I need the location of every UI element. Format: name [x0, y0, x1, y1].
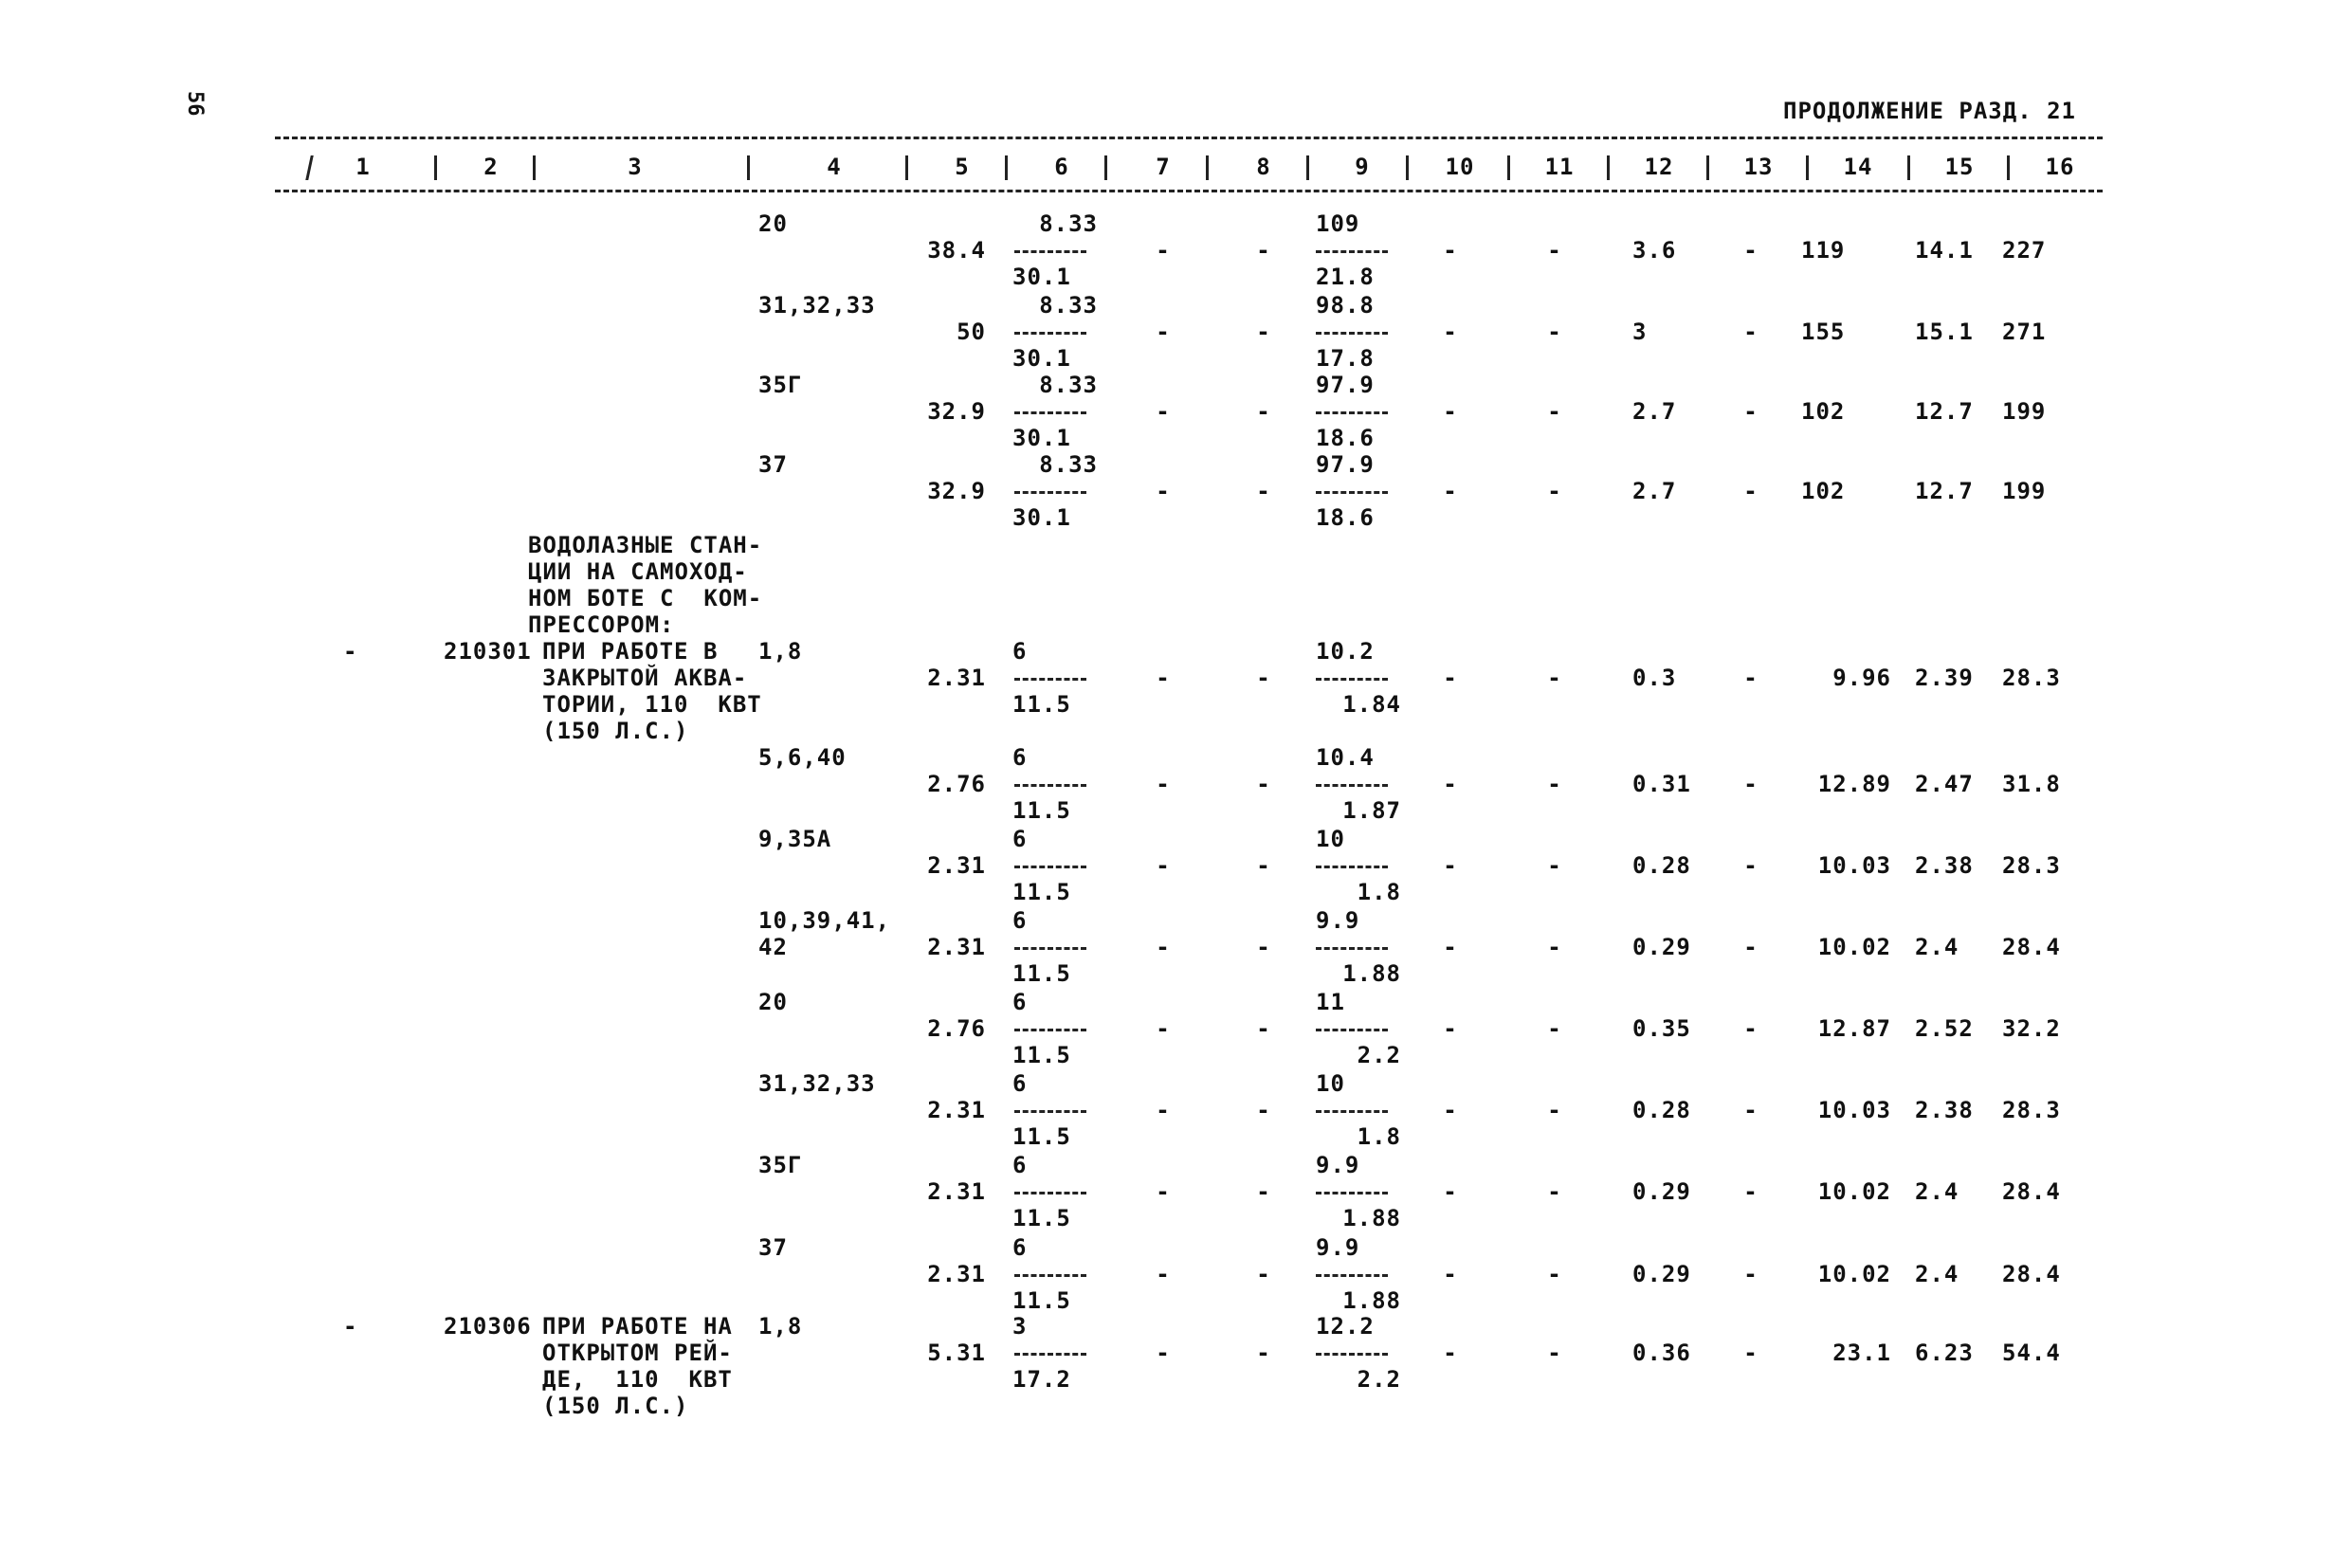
cell-col9-numerator: 10	[1316, 826, 1345, 852]
cell-col15: 2.4	[1915, 1178, 1959, 1205]
cell-col6-numerator: 6	[1012, 638, 1028, 665]
cell-col6-numerator: 6	[1012, 907, 1028, 934]
cell-col9-numerator: 10	[1316, 1070, 1345, 1097]
cell-col6-denominator: 11.5	[1012, 1123, 1071, 1150]
cell-col11: -	[1547, 1261, 1562, 1287]
cell-col9-numerator: 11	[1316, 989, 1345, 1015]
cell-col6-numerator: 6	[1012, 1234, 1028, 1261]
column-divider	[1706, 155, 1709, 180]
cell-col4: 20	[758, 210, 788, 237]
cell-col16: 199	[2002, 398, 2047, 425]
cell-col16: 28.3	[2002, 1097, 2061, 1123]
cell-col10: -	[1443, 398, 1458, 425]
cell-col15: 2.4	[1915, 1261, 1959, 1287]
fraction-line	[1014, 250, 1086, 253]
cell-col8: -	[1256, 1340, 1271, 1366]
cell-col7: -	[1156, 1261, 1171, 1287]
column-header-16: 16	[2045, 154, 2075, 180]
column-divider	[1206, 155, 1209, 180]
column-header-11: 11	[1544, 154, 1575, 180]
cell-col8: -	[1256, 771, 1271, 797]
cell-col5: 32.9	[927, 398, 986, 425]
cell-col15: 14.1	[1915, 237, 1974, 264]
column-divider	[1507, 155, 1510, 180]
cell-col13: -	[1743, 237, 1759, 264]
cell-col10: -	[1443, 1340, 1458, 1366]
cell-col9-numerator: 9.9	[1316, 907, 1360, 934]
fraction-line	[1014, 784, 1086, 787]
cell-col8: -	[1256, 237, 1271, 264]
cell-col12: 0.3	[1632, 665, 1677, 691]
cell-col6-numerator: 3	[1012, 1313, 1028, 1340]
cell-col6-numerator: 6	[1012, 989, 1028, 1015]
fraction-line	[1316, 491, 1388, 494]
cell-col4: 37	[758, 1234, 788, 1261]
cell-col4: 31,32,33	[758, 1070, 876, 1097]
fraction-line	[1316, 784, 1388, 787]
fraction-line	[1014, 947, 1086, 950]
cell-col6-denominator: 11.5	[1012, 879, 1071, 905]
cell-col12: 0.28	[1632, 1097, 1691, 1123]
cell-col11: -	[1547, 665, 1562, 691]
fraction-line	[1014, 1274, 1086, 1277]
fraction-line	[1316, 947, 1388, 950]
cell-col14: 9.96	[1832, 665, 1891, 691]
column-header-14: 14	[1843, 154, 1873, 180]
cell-col12: 2.7	[1632, 478, 1677, 504]
section-heading-line: ПРЕССОРОМ:	[528, 611, 675, 638]
cell-col12: 0.35	[1632, 1015, 1691, 1042]
cell-col4: 5,6,40	[758, 744, 847, 771]
cell-col13: -	[1743, 1097, 1759, 1123]
cell-col13: -	[1743, 852, 1759, 879]
cell-col9-denominator: 1.8	[1357, 1123, 1401, 1150]
cell-col5: 2.31	[927, 665, 986, 691]
cell-col7: -	[1156, 771, 1171, 797]
cell-col12: 0.29	[1632, 1261, 1691, 1287]
cell-col9-numerator: 10.4	[1316, 744, 1375, 771]
cell-col5: 50	[957, 319, 986, 345]
cell-col4: 10,39,41,	[758, 907, 891, 934]
fraction-line	[1014, 411, 1086, 414]
cell-col14: 23.1	[1832, 1340, 1891, 1366]
cell-col15: 2.52	[1915, 1015, 1974, 1042]
cell-col14: 119	[1801, 237, 1846, 264]
cell-col8: -	[1256, 852, 1271, 879]
cell-col6-numerator: 6	[1012, 1070, 1028, 1097]
cell-col7: -	[1156, 1015, 1171, 1042]
cell-col9-denominator: 1.8	[1357, 879, 1401, 905]
fraction-line	[1316, 250, 1388, 253]
cell-col10: -	[1443, 934, 1458, 960]
column-divider	[2007, 155, 2010, 180]
cell-col6-numerator: 8.33	[1039, 451, 1098, 478]
column-header-3: 3	[628, 154, 643, 180]
cell-col7: -	[1156, 852, 1171, 879]
cell-col8: -	[1256, 1097, 1271, 1123]
cell-col10: -	[1443, 852, 1458, 879]
cell-col7: -	[1156, 1178, 1171, 1205]
cell-col16: 28.4	[2002, 1261, 2061, 1287]
fraction-line	[1014, 491, 1086, 494]
cell-col12: 0.36	[1632, 1340, 1691, 1366]
column-header-15: 15	[1944, 154, 1975, 180]
column-divider	[1104, 155, 1107, 180]
cell-col6-numerator: 6	[1012, 826, 1028, 852]
fraction-line	[1316, 678, 1388, 681]
cell-col11: -	[1547, 319, 1562, 345]
cell-col15: 2.4	[1915, 934, 1959, 960]
cell-col5: 2.76	[927, 1015, 986, 1042]
cell-col14: 155	[1801, 319, 1846, 345]
cell-col8: -	[1256, 934, 1271, 960]
cell-col9-denominator: 1.84	[1342, 691, 1401, 718]
cell-col10: -	[1443, 1261, 1458, 1287]
cell-col4: 42	[758, 934, 788, 960]
cell-col14: 12.89	[1817, 771, 1891, 797]
cell-col12: 0.28	[1632, 852, 1691, 879]
cell-col16: 28.3	[2002, 665, 2061, 691]
cell-col6-denominator: 11.5	[1012, 797, 1071, 824]
cell-col6-numerator: 8.33	[1039, 372, 1098, 398]
cell-col6-denominator: 30.1	[1012, 345, 1071, 372]
cell-col4: 31,32,33	[758, 292, 876, 319]
cell-col9-denominator: 2.2	[1357, 1366, 1401, 1393]
column-header-1: 1	[355, 154, 371, 180]
cell-col4: 9,35А	[758, 826, 832, 852]
cell-col5: 32.9	[927, 478, 986, 504]
column-divider	[533, 155, 536, 180]
cell-col16: 271	[2002, 319, 2047, 345]
cell-col4: 35Г	[758, 372, 803, 398]
cell-col11: -	[1547, 478, 1562, 504]
cell-col6-numerator: 6	[1012, 1152, 1028, 1178]
cell-col10: -	[1443, 1015, 1458, 1042]
cell-col7: -	[1156, 1340, 1171, 1366]
cell-col6-denominator: 17.2	[1012, 1366, 1071, 1393]
cell-col5: 38.4	[927, 237, 986, 264]
cell-col10: -	[1443, 771, 1458, 797]
cell-col16: 199	[2002, 478, 2047, 504]
cell-col6-denominator: 30.1	[1012, 425, 1071, 451]
cell-col9-numerator: 97.9	[1316, 372, 1375, 398]
item-desc-line: ТОРИИ, 110 КВТ	[542, 691, 762, 718]
fraction-line	[1316, 866, 1388, 868]
cell-col9-numerator: 97.9	[1316, 451, 1375, 478]
cell-col11: -	[1547, 1178, 1562, 1205]
cell-col9-denominator: 1.88	[1342, 1205, 1401, 1231]
column-divider	[1806, 155, 1809, 180]
cell-col11: -	[1547, 852, 1562, 879]
cell-col12: 3.6	[1632, 237, 1677, 264]
cell-col12: 2.7	[1632, 398, 1677, 425]
cell-col14: 10.02	[1817, 1261, 1891, 1287]
cell-col9-denominator: 2.2	[1357, 1042, 1401, 1068]
cell-col15: 12.7	[1915, 398, 1974, 425]
cell-col4: 1,8	[758, 638, 803, 665]
cell-col9-numerator: 10.2	[1316, 638, 1375, 665]
cell-col15: 15.1	[1915, 319, 1974, 345]
cell-col4: 35Г	[758, 1152, 803, 1178]
cell-col7: -	[1156, 237, 1171, 264]
column-divider	[1005, 155, 1008, 180]
item-desc-line: ДЕ, 110 КВТ	[542, 1366, 733, 1393]
cell-col16: 54.4	[2002, 1340, 2061, 1366]
cell-col11: -	[1547, 398, 1562, 425]
column-divider	[305, 155, 314, 180]
cell-col16: 28.4	[2002, 934, 2061, 960]
cell-col12: 0.31	[1632, 771, 1691, 797]
cell-col15: 12.7	[1915, 478, 1974, 504]
cell-col4: 1,8	[758, 1313, 803, 1340]
item-desc-line: ЗАКРЫТОЙ АКВА-	[542, 665, 748, 691]
cell-col13: -	[1743, 1261, 1759, 1287]
item-code: 210306	[444, 1313, 532, 1340]
fraction-line	[1316, 411, 1388, 414]
cell-col9-denominator: 1.88	[1342, 960, 1401, 987]
cell-col10: -	[1443, 237, 1458, 264]
cell-col7: -	[1156, 478, 1171, 504]
cell-col13: -	[1743, 665, 1759, 691]
cell-col6-numerator: 8.33	[1039, 210, 1098, 237]
header-rule-top	[275, 137, 2103, 139]
cell-col13: -	[1743, 398, 1759, 425]
cell-col5: 2.31	[927, 1261, 986, 1287]
item-dash: -	[343, 1313, 358, 1340]
cell-col13: -	[1743, 1178, 1759, 1205]
column-divider	[905, 155, 908, 180]
column-header-8: 8	[1256, 154, 1271, 180]
cell-col16: 31.8	[2002, 771, 2061, 797]
cell-col14: 102	[1801, 478, 1846, 504]
cell-col7: -	[1156, 665, 1171, 691]
cell-col10: -	[1443, 665, 1458, 691]
cell-col15: 2.38	[1915, 852, 1974, 879]
cell-col16: 28.4	[2002, 1178, 2061, 1205]
cell-col14: 10.02	[1817, 934, 1891, 960]
column-header-9: 9	[1355, 154, 1370, 180]
fraction-line	[1014, 1110, 1086, 1113]
cell-col8: -	[1256, 1015, 1271, 1042]
item-code: 210301	[444, 638, 532, 665]
fraction-line	[1014, 678, 1086, 681]
item-desc-line: (150 Л.С.)	[542, 718, 689, 744]
cell-col7: -	[1156, 319, 1171, 345]
cell-col14: 12.87	[1817, 1015, 1891, 1042]
cell-col6-denominator: 11.5	[1012, 691, 1071, 718]
column-divider	[1607, 155, 1610, 180]
column-header-12: 12	[1644, 154, 1674, 180]
cell-col12: 3	[1632, 319, 1648, 345]
column-divider	[1306, 155, 1309, 180]
cell-col10: -	[1443, 319, 1458, 345]
cell-col8: -	[1256, 319, 1271, 345]
cell-col14: 102	[1801, 398, 1846, 425]
cell-col6-denominator: 11.5	[1012, 1287, 1071, 1314]
column-header-2: 2	[483, 154, 499, 180]
cell-col6-denominator: 30.1	[1012, 264, 1071, 290]
cell-col5: 5.31	[927, 1340, 986, 1366]
cell-col13: -	[1743, 319, 1759, 345]
cell-col6-denominator: 30.1	[1012, 504, 1071, 531]
column-header-7: 7	[1156, 154, 1171, 180]
cell-col11: -	[1547, 237, 1562, 264]
fraction-line	[1014, 1029, 1086, 1031]
fraction-line	[1014, 1192, 1086, 1194]
column-header-10: 10	[1445, 154, 1475, 180]
column-header-5: 5	[955, 154, 970, 180]
cell-col14: 10.02	[1817, 1178, 1891, 1205]
column-header-6: 6	[1054, 154, 1069, 180]
cell-col6-numerator: 8.33	[1039, 292, 1098, 319]
cell-col5: 2.31	[927, 1178, 986, 1205]
cell-col13: -	[1743, 771, 1759, 797]
cell-col7: -	[1156, 1097, 1171, 1123]
fraction-line	[1316, 1353, 1388, 1356]
cell-col5: 2.31	[927, 1097, 986, 1123]
cell-col9-numerator: 9.9	[1316, 1152, 1360, 1178]
section-heading-line: ЦИИ НА САМОХОД-	[528, 558, 748, 585]
item-desc-line: ПРИ РАБОТЕ В	[542, 638, 719, 665]
column-divider	[1907, 155, 1910, 180]
cell-col9-denominator: 1.87	[1342, 797, 1401, 824]
cell-col9-denominator: 1.88	[1342, 1287, 1401, 1314]
cell-col12: 0.29	[1632, 1178, 1691, 1205]
cell-col6-denominator: 11.5	[1012, 960, 1071, 987]
cell-col15: 6.23	[1915, 1340, 1974, 1366]
cell-col8: -	[1256, 398, 1271, 425]
cell-col9-denominator: 21.8	[1316, 264, 1375, 290]
cell-col4: 37	[758, 451, 788, 478]
column-divider	[1406, 155, 1409, 180]
item-dash: -	[343, 638, 358, 665]
fraction-line	[1014, 1353, 1086, 1356]
cell-col11: -	[1547, 1340, 1562, 1366]
cell-col10: -	[1443, 1178, 1458, 1205]
cell-col9-numerator: 109	[1316, 210, 1360, 237]
cell-col15: 2.39	[1915, 665, 1974, 691]
fraction-line	[1316, 1192, 1388, 1194]
item-desc-line: ПРИ РАБОТЕ НА	[542, 1313, 733, 1340]
item-desc-line: (150 Л.С.)	[542, 1393, 689, 1419]
cell-col6-numerator: 6	[1012, 744, 1028, 771]
header-title: ПРОДОЛЖЕНИЕ РАЗД. 21	[1783, 98, 2076, 124]
cell-col9-numerator: 98.8	[1316, 292, 1375, 319]
column-divider	[747, 155, 750, 180]
column-header-4: 4	[827, 154, 842, 180]
fraction-line	[1316, 1274, 1388, 1277]
cell-col8: -	[1256, 665, 1271, 691]
cell-col14: 10.03	[1817, 1097, 1891, 1123]
cell-col9-denominator: 18.6	[1316, 504, 1375, 531]
cell-col12: 0.29	[1632, 934, 1691, 960]
cell-col6-denominator: 11.5	[1012, 1042, 1071, 1068]
cell-col4: 20	[758, 989, 788, 1015]
cell-col16: 227	[2002, 237, 2047, 264]
cell-col8: -	[1256, 1261, 1271, 1287]
cell-col9-numerator: 12.2	[1316, 1313, 1375, 1340]
cell-col10: -	[1443, 1097, 1458, 1123]
cell-col8: -	[1256, 478, 1271, 504]
cell-col7: -	[1156, 398, 1171, 425]
cell-col15: 2.38	[1915, 1097, 1974, 1123]
fraction-line	[1316, 1029, 1388, 1031]
cell-col8: -	[1256, 1178, 1271, 1205]
cell-col13: -	[1743, 1015, 1759, 1042]
cell-col9-numerator: 9.9	[1316, 1234, 1360, 1261]
cell-col9-denominator: 18.6	[1316, 425, 1375, 451]
cell-col16: 28.3	[2002, 852, 2061, 879]
cell-col10: -	[1443, 478, 1458, 504]
fraction-line	[1014, 866, 1086, 868]
cell-col13: -	[1743, 1340, 1759, 1366]
fraction-line	[1316, 332, 1388, 335]
cell-col14: 10.03	[1817, 852, 1891, 879]
column-divider	[434, 155, 437, 180]
cell-col15: 2.47	[1915, 771, 1974, 797]
header-rule-bottom	[275, 190, 2103, 192]
cell-col13: -	[1743, 478, 1759, 504]
cell-col5: 2.76	[927, 771, 986, 797]
fraction-line	[1014, 332, 1086, 335]
section-heading-line: ВОДОЛАЗНЫЕ СТАН-	[528, 532, 763, 558]
cell-col5: 2.31	[927, 852, 986, 879]
cell-col11: -	[1547, 1097, 1562, 1123]
cell-col11: -	[1547, 771, 1562, 797]
cell-col13: -	[1743, 934, 1759, 960]
page-number: 56	[183, 91, 207, 117]
cell-col9-denominator: 17.8	[1316, 345, 1375, 372]
item-desc-line: ОТКРЫТОМ РЕЙ-	[542, 1340, 733, 1366]
fraction-line	[1316, 1110, 1388, 1113]
column-header-13: 13	[1743, 154, 1774, 180]
cell-col7: -	[1156, 934, 1171, 960]
cell-col6-denominator: 11.5	[1012, 1205, 1071, 1231]
section-heading-line: НОМ БОТЕ С КОМ-	[528, 585, 763, 611]
cell-col11: -	[1547, 934, 1562, 960]
cell-col11: -	[1547, 1015, 1562, 1042]
cell-col5: 2.31	[927, 934, 986, 960]
cell-col16: 32.2	[2002, 1015, 2061, 1042]
